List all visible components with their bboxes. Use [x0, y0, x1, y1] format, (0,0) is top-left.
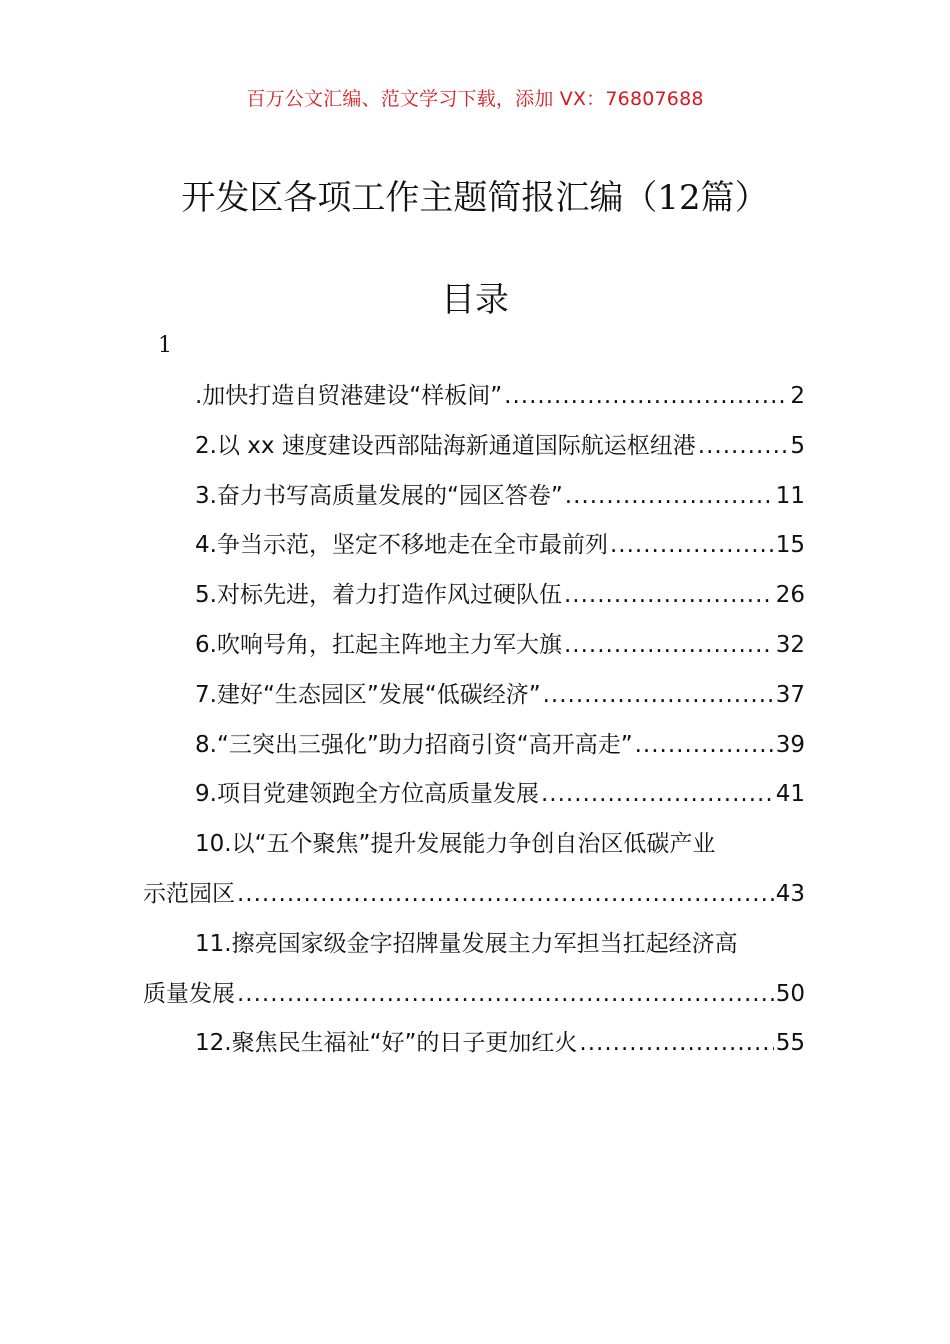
toc-leader — [564, 621, 774, 671]
toc-entry-5[interactable] — [143, 571, 805, 621]
toc-leader — [541, 770, 774, 820]
toc-leader — [565, 472, 774, 522]
table-of-contents — [143, 372, 805, 1069]
toc-entry-4[interactable] — [143, 521, 805, 571]
toc-entry-text: .加快打造自贸港建设“样板间” — [195, 383, 503, 409]
toc-entry-text-continued: 质量发展 — [143, 980, 235, 1007]
toc-leader — [564, 571, 774, 621]
toc-leader — [635, 721, 774, 771]
toc-entry-2[interactable] — [143, 422, 805, 472]
toc-entry-text-continued: 示范园区 — [143, 880, 235, 907]
toc-entry-text: 11.擦亮国家级金字招牌量发展主力军担当扛起经济高 — [195, 930, 738, 957]
toc-entry-page: 11 — [775, 482, 805, 509]
toc-entry-text: 4.争当示范，坚定不移地走在全市最前列 — [195, 532, 608, 559]
toc-entry-3[interactable] — [143, 472, 805, 522]
toc-entry-page: 26 — [775, 582, 805, 609]
toc-leader — [698, 422, 789, 472]
toc-entry-text: 3.奋力书写高质量发展的“园区答卷” — [195, 482, 563, 509]
toc-entry-7[interactable] — [143, 671, 805, 721]
toc-entry-11-line1[interactable] — [143, 920, 805, 970]
toc-entry-text: 5.对标先进，着力打造作风过硬队伍 — [195, 582, 562, 609]
toc-entry-text: 7.建好“生态园区”发展“低碳经济” — [195, 681, 541, 708]
header-note: 百万公文汇编、范文学习下载，添加 VX：76807688 — [246, 88, 704, 110]
toc-entry-10-line2[interactable] — [143, 870, 805, 920]
toc-entry-text: 12.聚焦民生福祉“好”的日子更加红火 — [195, 1030, 578, 1057]
title-prefix: 开发区各项工作主题简报汇编（ — [181, 178, 658, 218]
toc-entry-page: 5 — [790, 432, 805, 459]
title-suffix: 篇） — [700, 178, 769, 218]
toc-entry-page: 2 — [790, 383, 805, 409]
toc-entry-page: 43 — [775, 880, 805, 907]
toc-entry-page: 32 — [775, 631, 805, 658]
toc-entry-12[interactable] — [143, 1019, 805, 1069]
toc-entry-1[interactable] — [143, 372, 805, 422]
toc-leader — [543, 671, 774, 721]
page-marker: 1 — [158, 333, 172, 358]
title-number: 12 — [657, 178, 701, 218]
toc-entry-page: 41 — [775, 781, 805, 808]
toc-entry-page: 50 — [775, 980, 805, 1007]
toc-entry-11-line2[interactable] — [143, 970, 805, 1020]
toc-entry-10-line1[interactable] — [143, 820, 805, 870]
toc-entry-9[interactable] — [143, 770, 805, 820]
toc-entry-8[interactable] — [143, 721, 805, 771]
toc-entry-text: 8.“三突出三强化”助力招商引资“高开高走” — [195, 731, 633, 758]
toc-leader — [610, 521, 774, 571]
toc-entry-text: 2.以 xx 速度建设西部陆海新通道国际航运枢纽港 — [195, 432, 696, 459]
toc-entry-text: 9.项目党建领跑全方位高质量发展 — [195, 781, 539, 808]
toc-entry-page: 55 — [775, 1030, 805, 1057]
toc-entry-page: 39 — [775, 731, 805, 758]
toc-entry-6[interactable] — [143, 621, 805, 671]
toc-leader — [237, 870, 774, 920]
toc-entry-page: 15 — [775, 532, 805, 559]
toc-leader — [237, 970, 774, 1020]
toc-entry-text: 10.以“五个聚焦”提升发展能力争创自治区低碳产业 — [195, 831, 716, 858]
toc-entry-page: 37 — [775, 681, 805, 708]
document-title — [0, 170, 950, 219]
toc-heading: 目录 — [441, 280, 509, 320]
toc-leader — [504, 372, 788, 422]
toc-leader — [579, 1019, 773, 1069]
toc-entry-text: 6.吹响号角，扛起主阵地主力军大旗 — [195, 631, 562, 658]
